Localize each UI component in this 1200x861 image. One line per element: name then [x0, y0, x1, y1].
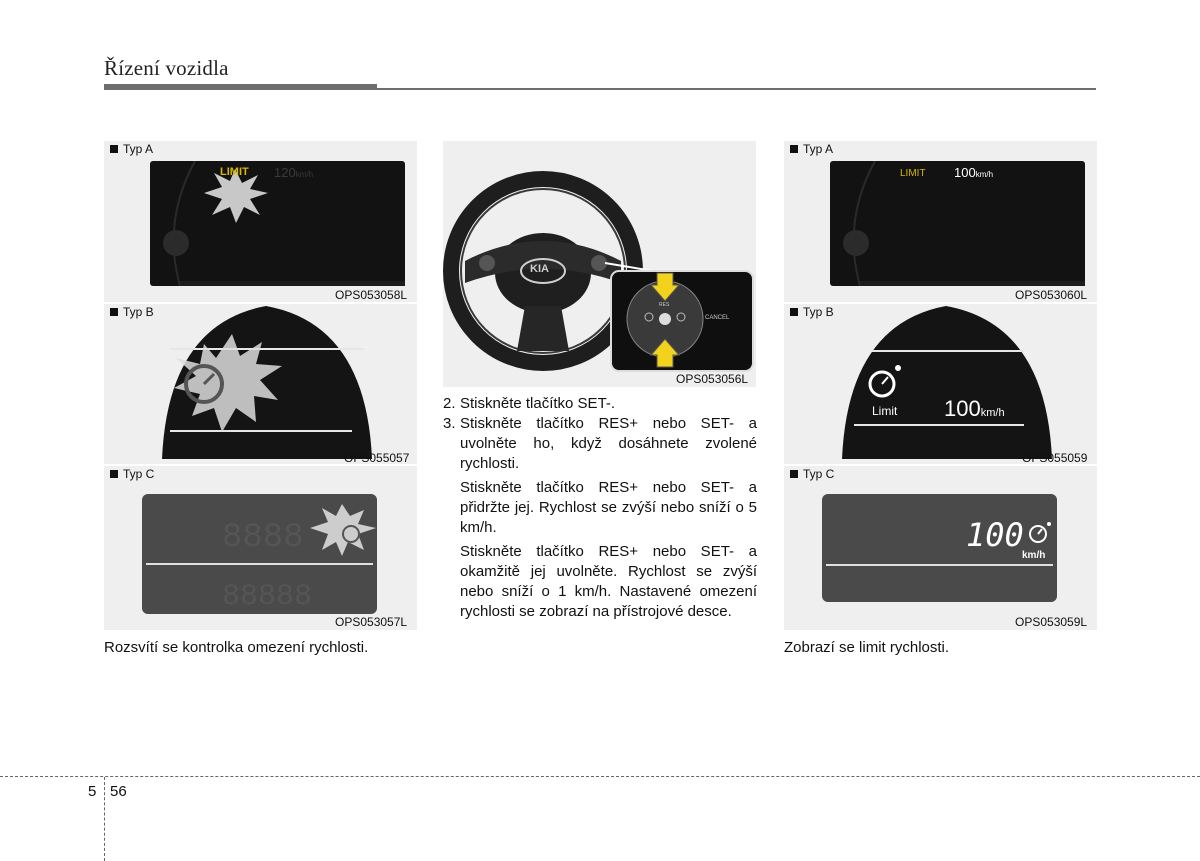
- step-2: 2. Stiskněte tlačítko SET-.: [443, 395, 616, 412]
- figure-code: OPS053058L: [335, 288, 408, 302]
- figure-label: Typ C: [110, 467, 154, 481]
- left-caption: Rozsvítí se kontrolka omezení rychlosti.: [104, 639, 369, 656]
- figure-code: OPS053059L: [1015, 615, 1088, 629]
- svg-text:8888: 8888: [222, 519, 304, 557]
- figure-label: Typ B: [110, 305, 154, 319]
- figure-left-typ-b: [104, 304, 417, 464]
- title-rule-thick: [104, 84, 377, 90]
- round-cluster-display: [784, 304, 1097, 464]
- limit-label: Limit: [872, 404, 898, 418]
- figure-left-typ-a: [104, 141, 417, 302]
- page-title: Řízení vozidla: [104, 56, 229, 80]
- figure-code: OPS055057: [344, 451, 410, 465]
- paragraph-release: Stiskněte tlačítko RES+ nebo SET- a okamžitě jej uvolněte. Rychlost se zvýší nebo sníží o 1 km/h. Nastavené omezení rychlosti se zobrazí na přístrojové desce.: [460, 543, 757, 620]
- figure-right-typ-b: [784, 304, 1097, 464]
- kia-logo: KIA: [530, 263, 549, 275]
- cancel-button-label: CANCEL: [705, 315, 730, 321]
- figure-label: Typ A: [110, 142, 153, 156]
- figure-code: OPS053057L: [335, 615, 408, 629]
- figure-left-typ-c: [104, 466, 417, 630]
- figure-label: Typ C: [790, 467, 834, 481]
- limit-indicator-icon: LIMIT: [220, 166, 249, 178]
- segment-display: [822, 494, 1057, 602]
- cluster-display: [150, 161, 405, 286]
- unit-label: km/h: [1022, 550, 1046, 561]
- figure-label: Typ B: [790, 305, 834, 319]
- instruction-steps: [443, 394, 757, 622]
- res-button-label: RES: [659, 302, 670, 308]
- figure-label: Typ A: [790, 142, 833, 156]
- segment-display: [142, 494, 377, 614]
- round-cluster-display: [104, 304, 417, 464]
- svg-text:88888: 88888: [222, 580, 313, 614]
- figure-code: OPS053056L: [676, 372, 749, 386]
- step-3: 3. Stiskněte tlačítko RES+ nebo SET- a uvolněte ho, když dosáhnete zvolené rychlosti.: [443, 415, 757, 472]
- footer-divider: [104, 777, 105, 861]
- cluster-display: [830, 161, 1085, 286]
- limit-indicator-icon: LIMIT: [900, 168, 926, 179]
- figure-right-typ-a: [784, 141, 1097, 302]
- title-rule-thin: [377, 88, 1096, 90]
- figure-code: OPS053060L: [1015, 288, 1088, 302]
- speed-readout: 120km/h: [274, 165, 314, 180]
- footer-rule: [0, 776, 1200, 777]
- speed-readout: 100km/h: [944, 396, 1005, 421]
- figure-code: OPS055059: [1022, 451, 1088, 465]
- right-caption: Zobrazí se limit rychlosti.: [784, 639, 950, 656]
- figure-right-typ-c: [784, 466, 1097, 630]
- speed-readout: 100km/h: [954, 165, 994, 180]
- figure-steering-wheel: [443, 141, 756, 387]
- page-number: 56: [110, 783, 127, 800]
- chapter-number: 5: [88, 783, 97, 800]
- paragraph-hold: Stiskněte tlačítko RES+ nebo SET- a přidržte jej. Rychlost se zvýší nebo sníží o 5 km/h.: [460, 479, 757, 536]
- speed-readout: 100: [966, 516, 1024, 554]
